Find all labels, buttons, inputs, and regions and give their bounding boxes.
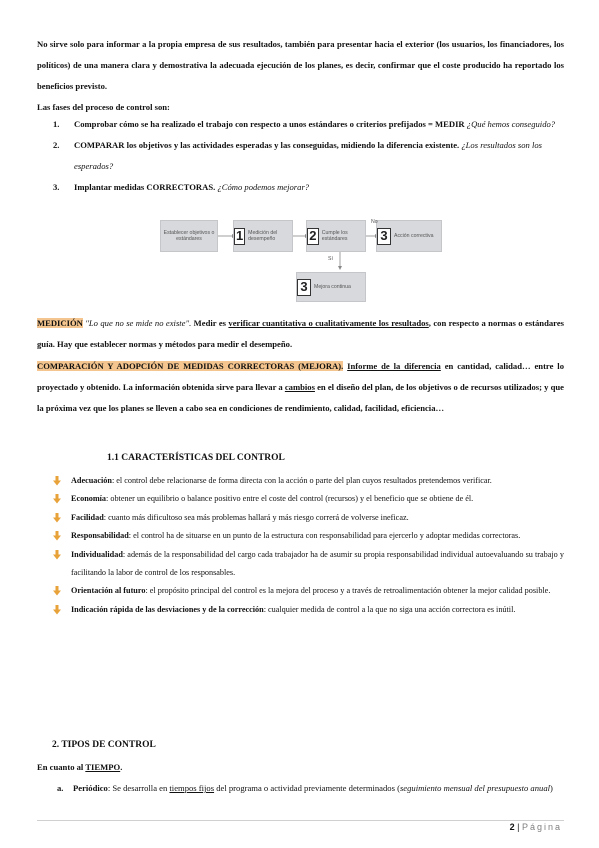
periodic-item: a. Periódico: Se desarrolla en tiempos fijos del programa o actividad previamente determinados (seguimiento mensual del presupuesto anual)	[57, 783, 553, 793]
arrow-down-icon	[52, 494, 62, 504]
control-process-diagram	[160, 216, 440, 302]
list-item: Facilidad: cuanto más dificultoso sea más problemas hallará y más riesgo correrá de volverse ineficaz.	[50, 509, 564, 527]
medicion-label: MEDICIÓN	[37, 318, 83, 328]
box-medicion: 1 Medición del desempeño	[233, 220, 293, 252]
medicion-paragraph: MEDICIÓN "Lo que no se mide no existe". Medir es verificar cuantitativa o cualitativamente los resultados, con respecto a normas o estándares guía. Hay que establecer normas y métodos para medir el desempeño.	[37, 318, 564, 349]
list-item: Adecuación: el control debe relacionarse de forma directa con la acción o parte del plan cuyos resultados pretendemos verificar.	[50, 472, 564, 490]
arrow-down-icon	[52, 550, 62, 560]
phase-item: 3. Implantar medidas CORRECTORAS. ¿Cómo podemos mejorar?	[53, 182, 310, 192]
list-item: Orientación al futuro: el propósito principal del control es la mejora del proceso y a través de retroalimentación obtener la mejor calidad posible.	[50, 582, 564, 600]
intro-text: No sirve solo para informar a la propia empresa de sus resultados, también para presentar hacia el exterior (los usuarios, los financiadores, los políticos) de una manera clara y demostrativa la adecuada ejecución de los planes, es decir, confirmar que el coste producido ha reportado los beneficios previsto.	[37, 39, 564, 91]
list-item: Responsabilidad: el control ha de situarse en un punto de la estructura con responsabilidad para ejercerlo y adoptar medidas correctoras.	[50, 527, 564, 545]
list-item: Economía: obtener un equilibrio o balance positivo entre el coste del control (recursos) y el beneficio que se obtiene de él.	[50, 490, 564, 508]
list-item: Indicación rápida de las desviaciones y de la corrección: cualquier medida de control a la que no siga una acción correctora es inútil.	[50, 601, 564, 619]
arrow-down-icon	[52, 513, 62, 523]
arrow-down-icon	[52, 531, 62, 541]
arrow-down-icon	[52, 586, 62, 596]
list-item: Individualidad: además de la responsabilidad del cargo cada trabajador ha de asumir su propia responsabilidad individual autoevaluando su trabajo y facilitando la labor de control de los responsables.	[50, 546, 564, 583]
label-no: No	[371, 219, 378, 225]
box-accion: 3 Acción correctiva	[376, 220, 442, 252]
section-heading-types: 2. TIPOS DE CONTROL	[52, 740, 156, 750]
arrow-down-icon	[52, 605, 62, 615]
phase-item: 1. Comprobar cómo se ha realizado el trabajo con respecto a unos estándares o criterios prefijados = MEDIR ¿Qué hemos conseguido?	[53, 119, 556, 129]
box-cumple: 2 Cumple los estándares	[306, 220, 366, 252]
box-mejora: 3 Mejora continua	[296, 272, 366, 302]
characteristics-list	[50, 472, 564, 619]
comparacion-paragraph: COMPARACIÓN Y ADOPCIÓN DE MEDIDAS CORRECTORAS (MEJORA). Informe de la diferencia en cantidad, calidad… entre lo proyectado y obtenido. La información obtenida sirve para llevar a cambios en el diseño del plan, de los objetivos o de recursos utilizados; y que la próxima vez que los planes se lleven a cabo sea en condiciones de rendimiento, calidad, facilidad, eficiencia…	[37, 361, 564, 413]
comparacion-label: COMPARACIÓN Y ADOPCIÓN DE MEDIDAS CORRECTORAS (MEJORA).	[37, 361, 344, 371]
intro-paragraph	[37, 34, 564, 97]
label-si: Sí	[328, 256, 333, 262]
box-establecer: Establecer objetivos o estándares	[160, 220, 218, 252]
footer-divider	[37, 820, 564, 821]
phases-list	[37, 114, 564, 198]
time-subheading: En cuanto al TIEMPO.	[37, 762, 123, 772]
page-footer: 2 | Página	[509, 822, 562, 832]
phase-item: 2. COMPARAR los objetivos y las actividades esperadas y las conseguidas, midiendo la diferencia existente. ¿Los resultados son los esperados?	[53, 140, 542, 171]
section-heading-characteristics: 1.1 CARACTERÍSTICAS DEL CONTROL	[107, 453, 285, 463]
phases-intro: Las fases del proceso de control son:	[37, 102, 170, 112]
page-number: 2	[509, 822, 515, 832]
arrow-down-icon	[52, 476, 62, 486]
